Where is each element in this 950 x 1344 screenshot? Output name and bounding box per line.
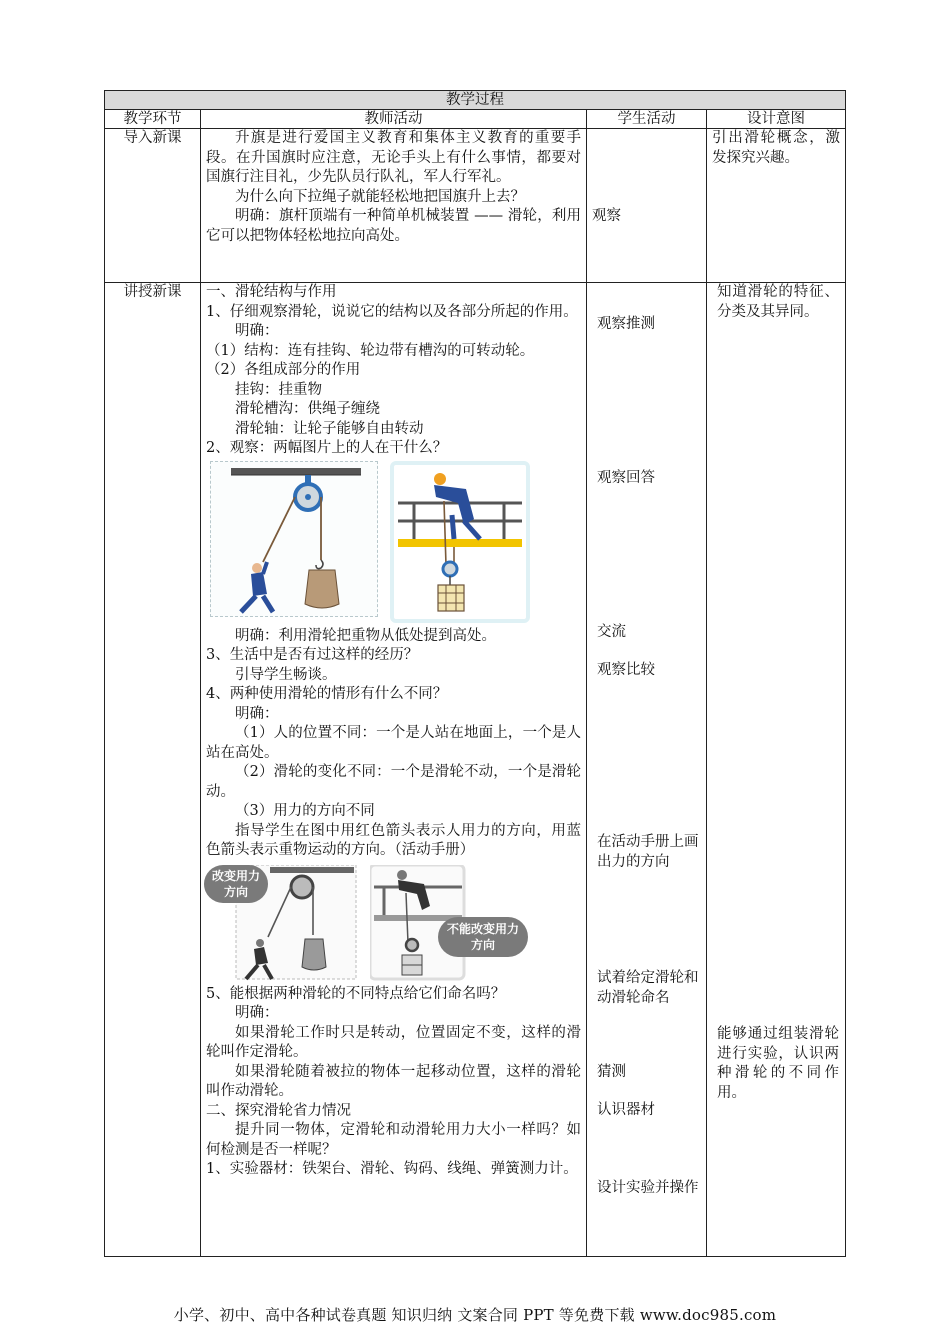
student-text: 试着给定滑轮和动滑轮命名 [597, 970, 699, 1006]
student-cell [587, 283, 707, 1257]
teacher-cell [201, 129, 587, 283]
lesson-process-table [104, 90, 846, 1257]
header-stage: 教学环节 [105, 110, 201, 129]
teacher-text: 4、两种使用滑轮的情形有什么不同？ [206, 686, 448, 702]
fixed-pulley-direction-figure [210, 865, 358, 981]
teacher-text: 挂钩：挂重物 [235, 381, 322, 398]
student-text: 观察 [592, 208, 621, 224]
teacher-text: 2、观察：两幅图片上的人在干什么？ [206, 440, 448, 456]
student-text: 猜测 [597, 1064, 626, 1080]
teacher-text: 明确：利用滑轮把重物从低处提到高处。 [235, 627, 496, 644]
teacher-text: 如果滑轮工作时只是转动，位置固定不变，这样的滑轮叫作定滑轮。 [206, 1024, 581, 1060]
teacher-text: 明确： [235, 705, 279, 722]
table-title: 教学过程 [105, 91, 846, 110]
student-cell [587, 129, 707, 283]
teacher-text: 如果滑轮随着被拉的物体一起移动位置，这样的滑轮叫作动滑轮。 [206, 1063, 581, 1099]
stage-cell: 讲授新课 [105, 283, 201, 1257]
intent-text: 引出滑轮概念，激发探究兴趣。 [712, 130, 840, 166]
teacher-text: （1）结构：连有挂钩、轮边带有槽沟的可转动轮。 [206, 342, 535, 359]
header-intent: 设计意图 [707, 110, 846, 129]
teacher-text: 1、实验器材：铁架台、滑轮、钩码、线绳、弹簧测力计。 [206, 1161, 578, 1177]
teacher-text: 指导学生在图中用红色箭头表示人用力的方向，用蓝色箭头表示重物运动的方向。（活动手册） [206, 822, 581, 858]
teacher-text: 引导学生畅谈。 [235, 666, 337, 683]
cannot-change-direction-label: 不能改变用力方向 [438, 917, 528, 957]
teacher-text: （1）人的位置不同：一个是人站在地面上，一个是人站在高处。 [206, 725, 581, 761]
student-text: 观察比较 [597, 662, 655, 678]
student-text: 在活动手册上画出力的方向 [597, 834, 699, 870]
header-teacher: 教师活动 [201, 110, 587, 129]
teacher-text: 1、仔细观察滑轮，说说它的结构以及各部分所起的作用。 [206, 303, 578, 320]
section-heading: 二、探究滑轮省力情况 [206, 1102, 351, 1119]
teacher-text: （3）用力的方向不同 [235, 803, 375, 819]
teacher-text: 为什么向下拉绳子就能轻松地把国旗升上去？ [235, 188, 525, 205]
intent-cell [707, 283, 846, 1257]
student-text: 交流 [597, 624, 626, 640]
page-footer: 小学、初中、高中各种试卷真题 知识归纳 文案合同 PPT 等免费下载 www.doc985.com [173, 1306, 777, 1324]
teacher-text: 滑轮轴：让轮子能够自由转动 [235, 420, 424, 437]
teacher-text: （2）滑轮的变化不同：一个是滑轮不动，一个是滑轮动。 [206, 764, 581, 800]
pulley-figure-pair [210, 461, 581, 623]
teacher-text: 明确： [235, 1005, 279, 1021]
change-direction-label: 改变用力方向 [204, 865, 268, 903]
movable-pulley-illustration [390, 461, 530, 623]
teacher-text: 3、生活中是否有过这样的经历？ [206, 647, 419, 663]
teacher-text: （2）各组成部分的作用 [206, 362, 361, 378]
teacher-text: 明确：旗杆顶端有一种简单机械装置 —— 滑轮，利用它可以把物体轻松地拉向高处。 [206, 208, 581, 244]
teacher-text: 5、能根据两种滑轮的不同特点给它们命名吗？ [206, 985, 506, 1002]
teacher-text: 明确： [235, 323, 279, 339]
movable-pulley-direction-figure [370, 865, 528, 981]
pulley-direction-figure-pair [210, 865, 581, 981]
table-row [105, 129, 846, 283]
section-heading: 一、滑轮结构与作用 [206, 284, 337, 300]
student-text: 设计实验并操作 [597, 1180, 699, 1196]
fixed-pulley-illustration [210, 461, 378, 617]
student-text: 观察推测 [597, 316, 655, 332]
intent-text: 能够通过组装滑轮进行实验，认识两种滑轮的不同作用。 [717, 1026, 839, 1101]
intent-cell [707, 129, 846, 283]
teacher-text: 升旗是进行爱国主义教育和集体主义教育的重要手段。在升国旗时应注意，无论手头上有什么事情，都要对国旗行注目礼，少先队员行队礼，军人行军礼。 [206, 130, 581, 185]
stage-cell: 导入新课 [105, 129, 201, 283]
table-row [105, 283, 846, 1257]
teacher-cell [201, 283, 587, 1257]
teacher-text: 提升同一物体，定滑轮和动滑轮用力大小一样吗？如何检测是否一样呢？ [206, 1122, 581, 1158]
header-student: 学生活动 [587, 110, 707, 129]
teacher-text: 滑轮槽沟：供绳子缠绕 [235, 401, 380, 417]
student-text: 观察回答 [597, 470, 655, 486]
student-text: 认识器材 [597, 1102, 655, 1118]
intent-text: 知道滑轮的特征、分类及其异同。 [717, 284, 839, 320]
